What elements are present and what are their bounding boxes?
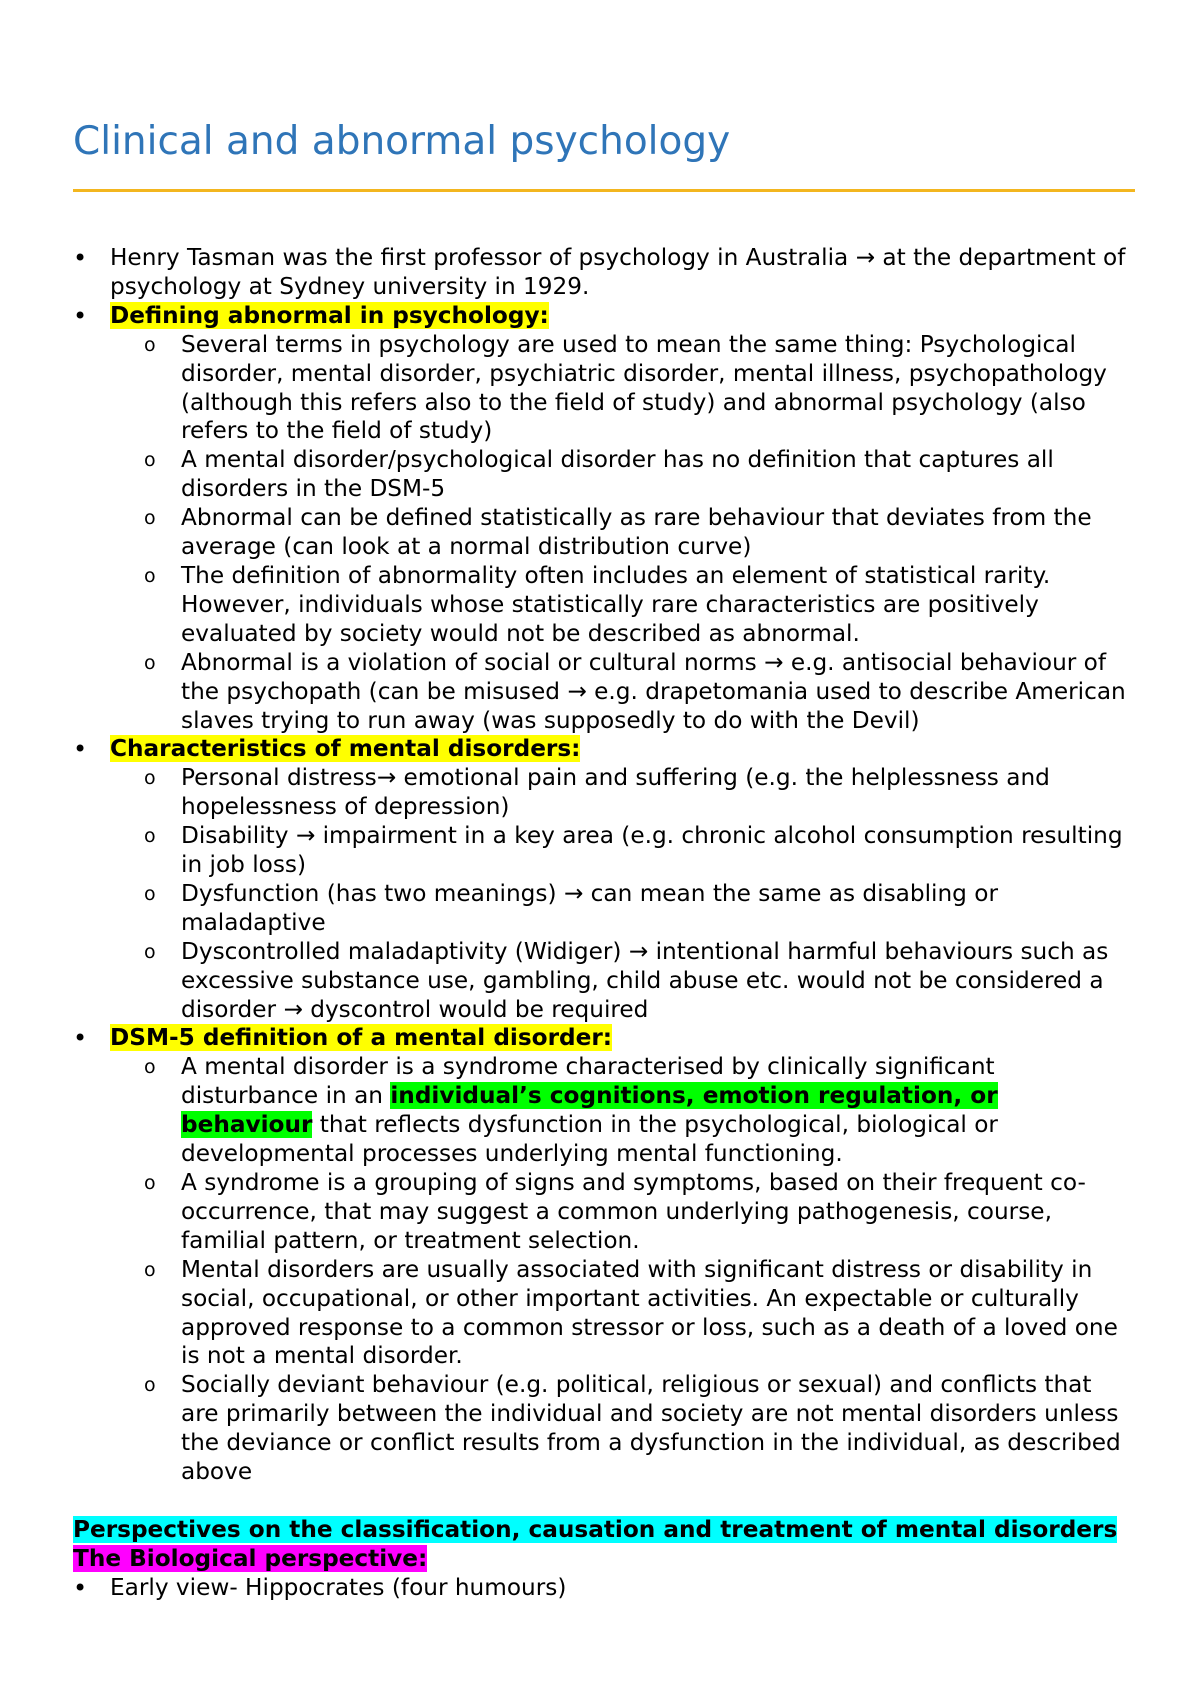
sub-list — [110, 764, 1135, 1024]
list-item: o Abnormal can be defined statistically as rare behaviour that deviates from the average (can look at a normal distribution curve) — [73, 504, 1135, 562]
list-item-text: Henry Tasman was the first professor of psychology in Australia → at the department of psychology at Sydney university in 1929. — [110, 244, 1126, 300]
list-item — [73, 244, 1135, 302]
document-body — [73, 244, 1135, 1603]
list-item-text: A mental disorder is a syndrome characterised by clinically significant disturbance in an — [181, 1053, 995, 1110]
list-item: o Socially deviant behaviour (e.g. political, religious or sexual) and conflicts that are primarily between the individual and society are not mental disorders unless the deviance or conflict results from a dysfunction in the individual, as described above — [73, 1371, 1135, 1487]
list-item: o Mental disorders are usually associated with significant distress or disability in social, occupational, or other important activities. An expectable or culturally approved response to a common stressor or loss, such as a death of a loved one is not a mental disorder. — [73, 1256, 1135, 1372]
list-item: o Abnormal is a violation of social or cultural norms → e.g. antisocial behaviour of the psychopath (can be misused → e.g. drapetomania used to describe American slaves trying to run away (was supposedly to do with the Devil) — [73, 649, 1135, 736]
section-heading: Characteristics of mental disorders: — [110, 735, 581, 763]
list-item: o A mental disorder/psychological disorder has no definition that captures all disorders in the DSM-5 — [73, 446, 1135, 504]
list-item: o Disability → impairment in a key area (e.g. chronic alcohol consumption resulting in job loss) — [73, 822, 1135, 880]
section-defining-abnormal — [73, 302, 1135, 736]
list-item — [73, 1053, 1135, 1169]
list-item: o The definition of abnormality often includes an element of statistical rarity. However, individuals whose statistically rare characteristics are positively evaluated by society would not be described as abnormal. — [73, 562, 1135, 649]
biological-heading: The Biological perspective: — [73, 1544, 428, 1572]
list-item: o A syndrome is a grouping of signs and symptoms, based on their frequent co-occurrence, that may suggest a common underlying pathogenesis, course, familial pattern, or treatment selection. — [73, 1169, 1135, 1256]
section-heading: DSM-5 definition of a mental disorder: — [110, 1024, 613, 1052]
main-bullet-list — [73, 244, 1135, 1487]
list-item-text: that reflects dysfunction in the psychological, biological or developmental processes underlying mental functioning. — [181, 1111, 998, 1168]
perspectives-heading-block — [73, 1516, 1135, 1545]
list-item: o Personal distress→ emotional pain and suffering (e.g. the helplessness and hopelessness of depression) — [73, 764, 1135, 822]
list-item: • Early view- Hippocrates (four humours) — [73, 1574, 1135, 1603]
list-item: o Dyscontrolled maladaptivity (Widiger) → intentional harmful behaviours such as excessive substance use, gambling, child abuse etc. would not be considered a disorder → dyscontrol would be required — [73, 938, 1135, 1025]
section-heading: Defining abnormal in psychology: — [110, 301, 549, 329]
section-characteristics — [73, 735, 1135, 1024]
biological-list — [73, 1574, 1135, 1603]
list-item: o Several terms in psychology are used to mean the same thing: Psychological disorder, mental disorder, psychiatric disorder, mental illness, psychopathology (although this refers also to the field of study) and abnormal psychology (also refers to the field of study) — [73, 331, 1135, 447]
perspectives-heading: Perspectives on the classification, causation and treatment of mental disorders — [73, 1515, 1118, 1543]
highlighted-phrase: individual’s cognitions, emotion regulation, or behaviour — [181, 1082, 998, 1139]
sub-list — [110, 1053, 1135, 1487]
page-title: Clinical and abnormal psychology — [73, 119, 731, 164]
title-divider — [73, 189, 1135, 192]
section-dsm5-definition — [73, 1024, 1135, 1487]
sub-list — [110, 331, 1135, 736]
biological-heading-block — [73, 1545, 1135, 1574]
list-item: o Dysfunction (has two meanings) → can mean the same as disabling or maladaptive — [73, 880, 1135, 938]
